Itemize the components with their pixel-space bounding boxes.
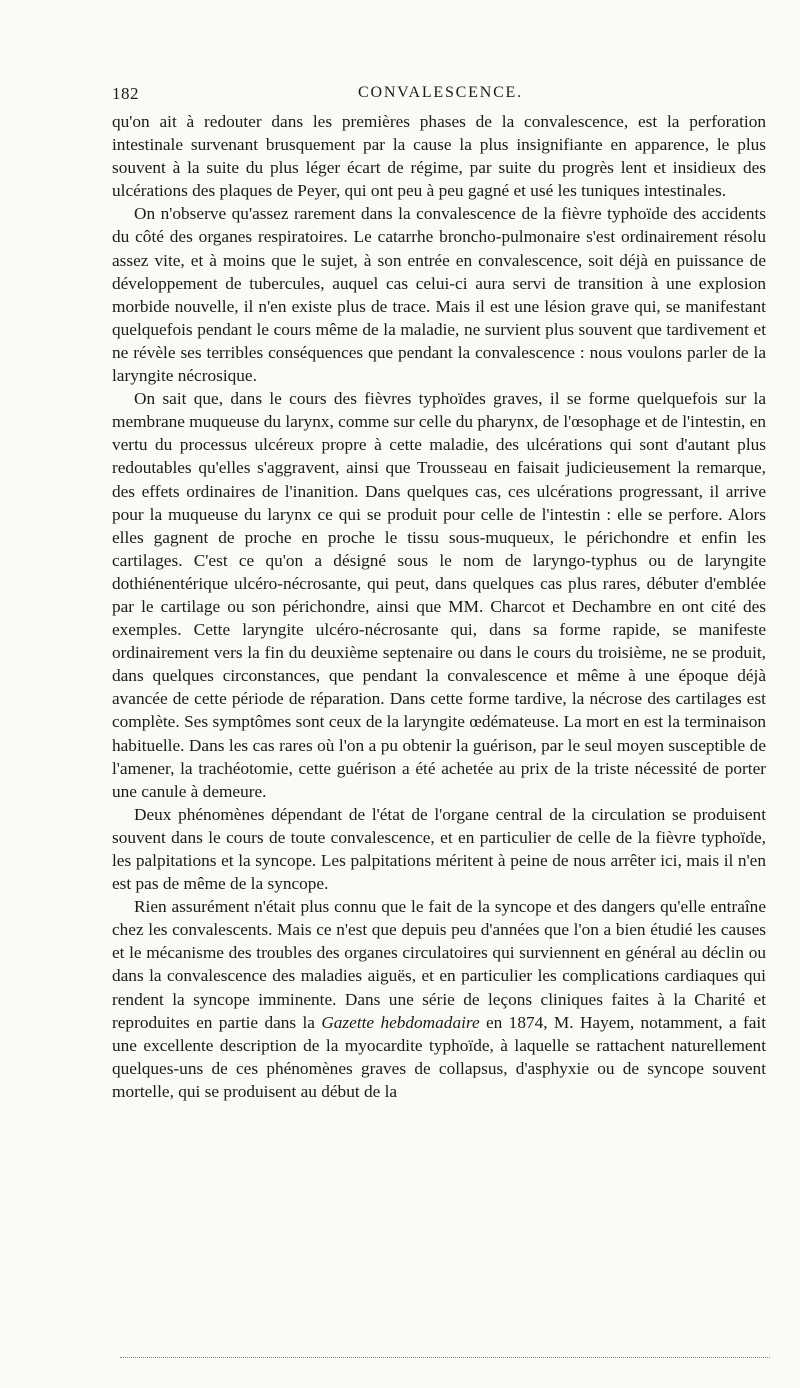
emphasis: Gazette hebdomadaire [321, 1012, 480, 1032]
book-page [112, 84, 766, 1103]
page-number: 182 [112, 84, 139, 103]
paragraph-4: Deux phénomènes dépendant de l'état de l'organe central de la circulation se produisent souvent dans le cours de toute convalescence, et en particulier de celle de la fièvre typhoïde, les palpitations et la syncope. Les palpitations méritent à peine de nous arrêter ici, mais il n'en est pas de même de la syncope. [112, 804, 766, 894]
paragraph-5 [112, 895, 766, 1103]
paragraph-5-text-before: Rien assurément n'était plus connu que le fait de la syncope et des dangers qu'elle entraîne chez les convalescents. Mais ce n'est que depuis peu d'années que l'on a bien étudié les causes et le mécanisme des troubles des organes circulatoires qui surviennent en général au déclin ou dans la convalescence des maladies aiguës, et en particulier les complications cardiaques qui rendent la syncope imminente. Dans une série de leçons cliniques faites à la Charité et reproduites en partie dans la [112, 897, 766, 1032]
paragraph-2: On n'observe qu'assez rarement dans la convalescence de la fièvre typhoïde des accidents du côté des organes respiratoires. Le catarrhe broncho-pulmonaire s'est ordinairement résolu assez vite, et à moins que le sujet, à son entrée en convalescence, soit déjà en puissance de développement de tubercules, auquel cas celui-ci aura servi de transition à une explosion morbide nouvelle, il n'en existe plus de trace. Mais il est une lésion grave qui, se manifestant quelquefois pendant le cours même de la maladie, ne survient plus souvent que tardivement et ne révèle ses terribles conséquences que pendant la convalescence : nous voulons parler de la laryngite nécrosique. [112, 204, 766, 386]
footer-dotted-rule [120, 1357, 770, 1358]
paragraph-5-text-after: en 1874, M. Hayem, notamment, a fait une excellente description de la myocardite typhoïde, à laquelle se rattachent naturellement quelques-uns de ces phénomènes graves de collapsus, d'asphyxie ou de syncope souvent mortelle, qui se produisent au début de la [112, 1012, 766, 1101]
paragraph-1: qu'on ait à redouter dans les premières phases de la convalescence, est la perforation intestinale survenant brusquement par la cause la plus insignifiante en apparence, le plus souvent à la suite du plus léger écart de régime, par suite du progrès lent et insidieux des ulcérations des plaques de Peyer, qui ont peu à peu gagné et usé les tuniques intestinales. [112, 112, 766, 201]
body-text [112, 110, 766, 1103]
paragraph-3: On sait que, dans le cours des fièvres typhoïdes graves, il se forme quelquefois sur la membrane muqueuse du larynx, comme sur celle du pharynx, de l'œsophage et de l'intestin, en vertu du processus ulcéreux propre à cette maladie, des ulcérations qui sont d'autant plus redoutables qu'elles s'aggravent, ainsi que Trousseau en faisait judicieusement la remarque, des effets ordinaires de l'inanition. Dans quelques cas, ces ulcérations progressant, il arrive pour la muqueuse du larynx ce qui se produit pour celle de l'intestin : elle se perfore. Alors elles gagnent de proche en proche le tissu sous-muqueux, le périchondre et enfin les cartilages. C'est ce qu'on a désigné sous le nom de laryngo-typhus ou de laryngite dothiénentérique ulcéro-nécrosante, qui peut, dans quelques cas plus rares, débuter d'emblée par le cartilage ou son périchondre, ainsi que MM. Charcot et Dechambre en ont cité des exemples. Cette laryngite ulcéro-nécrosante qui, dans sa forme rapide, se manifeste ordinairement vers la fin du deuxième septenaire ou dans le cours du troisième, ne se produit, dans quelques circonstances, que pendant la convalescence et même à une époque déjà avancée de cette période de réparation. Dans cette forme tardive, la nécrose des cartilages est complète. Ses symptômes sont ceux de la laryngite œdémateuse. La mort en est la terminaison habituelle. Dans les cas rares où l'on a pu obtenir la guérison, par le seul moyen susceptible de l'amener, la trachéotomie, cette guérison a été achetée au prix de la triste nécessité de porter une canule à demeure. [112, 389, 766, 801]
running-head: CONVALESCENCE. [358, 84, 523, 101]
page-header [112, 84, 766, 110]
